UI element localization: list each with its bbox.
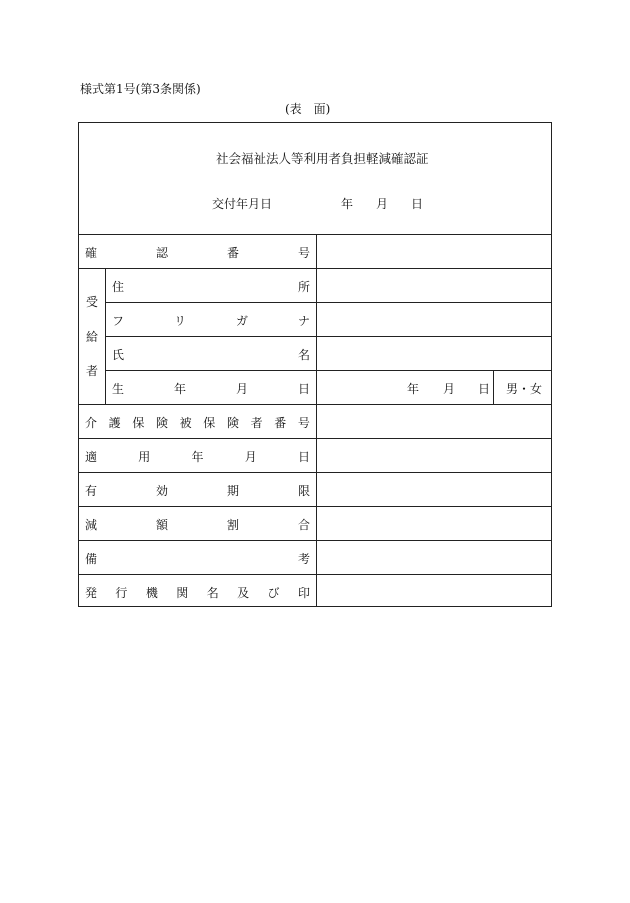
- label-confirmation-number: 確 認 番 号: [85, 246, 310, 260]
- column-divider: [316, 234, 317, 607]
- card-title: 社会福祉法人等利用者負担軽減確認証: [216, 151, 429, 166]
- label-recipient: 受 給 者: [85, 295, 98, 378]
- sex-divider: [493, 370, 494, 404]
- label-issuer: 発 行 機 関 名 及 び 印: [85, 586, 310, 600]
- label-address: 住 所: [112, 280, 310, 294]
- sex-field: 男・女: [506, 382, 543, 396]
- label-insured-number: 介 護 保 険 被 保 険 者 番 号: [85, 416, 310, 430]
- recipient-divider: [105, 268, 106, 404]
- label-remarks: 備 考: [85, 552, 310, 566]
- issue-date-month: 月: [376, 197, 389, 211]
- label-expiration: 有 効 期 限: [85, 484, 310, 498]
- side-label: (表 面): [285, 102, 331, 116]
- form-number-label: 様式第1号(第3条関係): [80, 82, 201, 96]
- divider: [105, 302, 552, 303]
- issue-date-label: 交付年月日: [212, 197, 273, 211]
- label-applicable-date: 適 用 年 月 日: [85, 450, 310, 464]
- issue-date-year: 年: [341, 197, 354, 211]
- label-reduction-rate: 減 額 割 合: [85, 518, 310, 532]
- certificate-card: [78, 122, 552, 607]
- issue-date-day: 日: [411, 197, 424, 211]
- birthdate-day: 日: [478, 382, 491, 396]
- birthdate-year: 年: [407, 382, 420, 396]
- label-name: 氏 名: [112, 348, 310, 362]
- label-birthdate: 生 年 月 日: [112, 382, 310, 396]
- birthdate-month: 月: [443, 382, 456, 396]
- divider: [105, 336, 552, 337]
- label-furigana: フ リ ガ ナ: [112, 314, 310, 328]
- divider: [105, 370, 552, 371]
